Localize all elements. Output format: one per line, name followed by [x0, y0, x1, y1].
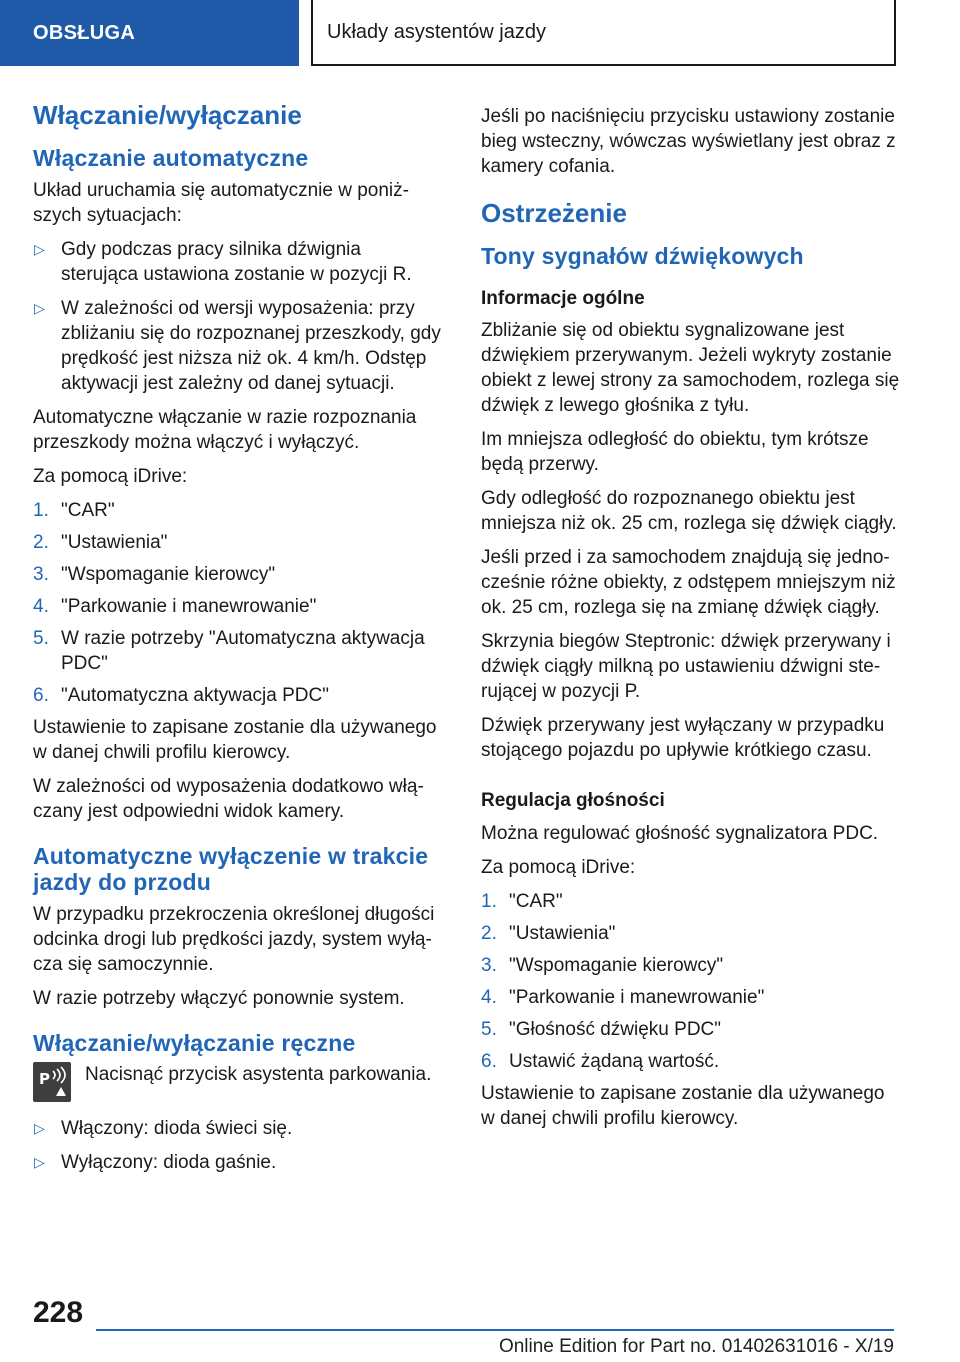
- footer-rule: [96, 1329, 894, 1331]
- led-state-list: [33, 1116, 443, 1175]
- left-column: [33, 100, 443, 1184]
- list-item: 6. Ustawić żądaną wartość.: [481, 1051, 720, 1073]
- list-item: 2. "Ustawienia": [33, 531, 168, 553]
- section-heading: Włączanie/wyłączanie: [33, 100, 302, 130]
- list-item: ▷ W zależności od wersji wyposażenia: przy zbliżaniu się do rozpoznanej przeszkody, gdy prędkość jest niższa niż ok. 4 km/h. Odstęp aktywacji jest zależny od danej sytuacji.: [34, 297, 441, 394]
- manual-heading: Włączanie/wyłączanie ręczne: [33, 1029, 356, 1056]
- idrive-steps: [33, 498, 443, 708]
- list-item: 3. "Wspomaganie kierowcy": [33, 563, 276, 585]
- volume-heading: Regulacja głośności: [481, 790, 665, 812]
- list-item: ▷ Wyłączony: dioda gaśnie.: [34, 1151, 277, 1173]
- paragraph: Za pomocą iDrive:: [481, 857, 636, 879]
- paragraph: Jeśli po naciśnięciu przycisku ustawiony zostanie bieg wsteczny, wówczas wyświetlany jest obraz z kamery cofania.: [481, 106, 896, 177]
- section-tab: OBSŁUGA: [0, 0, 299, 66]
- paragraph: Jeśli przed i za samochodem znajdują się jednocześnie różne obiekty, z odstępem mniejszym niż ok. 25 cm, rozlega się na zmianę dźwięk ciągły.: [481, 547, 896, 619]
- paragraph: Nacisnąć przycisk asystenta parkowania.: [85, 1063, 432, 1085]
- paragraph: W razie potrzeby włączyć ponownie system.: [33, 987, 405, 1009]
- list-item: ▷ Włączony: dioda świeci się.: [34, 1117, 293, 1139]
- paragraph: Im mniejsza odległość do obiektu, tym krótsze będą przerwy.: [481, 429, 869, 476]
- svg-text:P: P: [39, 1069, 50, 1088]
- paragraph: Skrzynia biegów Steptronic: dźwięk przerywany i dźwięk ciągły milkną po ustawieniu dźwigni sterującej w pozycji P.: [481, 631, 891, 703]
- park-assist-button-icon: [33, 1062, 71, 1102]
- triangle-right-outline-icon: ▷: [34, 1119, 45, 1136]
- idrive-steps: [481, 889, 901, 1074]
- paragraph: Automatyczne włączanie w razie rozpoznania przeszkody można włączyć i wyłączyć.: [33, 406, 417, 453]
- condition-list: [33, 237, 443, 396]
- tones-heading: Tony sygnałów dźwiękowych: [481, 243, 804, 270]
- right-column: [481, 104, 901, 1140]
- auto-off-heading: Automatyczne wyłączenie w trakcie jazdy do przodu: [33, 842, 429, 896]
- paragraph: W zależności od wyposażenia dodatkowo włączany jest odpowiedni widok kamery.: [33, 775, 424, 822]
- list-item: 4. "Parkowanie i manewrowanie": [481, 987, 765, 1009]
- list-item: ▷ Gdy podczas pracy silnika dźwignia sterująca ustawiona zostanie w pozycji R.: [34, 238, 412, 285]
- paragraph: Ustawienie to zapisane zostanie dla używanego w danej chwili profilu kierowcy.: [481, 1083, 885, 1130]
- list-item: 1. "CAR": [33, 499, 115, 521]
- paragraph: Dźwięk przerywany jest wyłączany w przypadku stojącego pojazdu po upływie krótkiego czasu.: [481, 715, 885, 762]
- list-item: 1. "CAR": [481, 891, 563, 913]
- edition-note: Online Edition for Part no. 01402631016 - X/19: [498, 1336, 894, 1357]
- triangle-right-outline-icon: ▷: [34, 240, 45, 257]
- general-heading: Informacje ogólne: [481, 287, 645, 309]
- list-item: 4. "Parkowanie i manewrowanie": [33, 595, 317, 617]
- paragraph: Zbliżanie się od obiektu sygnalizowane jest dźwiękiem przerywanym. Jeżeli wykryty zostanie obiekt z lewej strony za samochodem, rozlega się dźwięk z lewego głośnika z tyłu.: [481, 320, 900, 417]
- paragraph: Można regulować głośność sygnalizatora PDC.: [481, 823, 879, 845]
- page-number: 228: [33, 1296, 84, 1329]
- list-item: 3. "Wspomaganie kierowcy": [481, 955, 724, 977]
- paragraph: Gdy odległość do rozpoznanego obiektu jest mniejsza niż ok. 25 cm, rozlega się dźwięk ciągły.: [481, 488, 897, 535]
- paragraph: Ustawienie to zapisane zostanie dla używanego w danej chwili profilu kierowcy.: [33, 716, 437, 763]
- chapter-title: Układy asystentów jazdy: [311, 0, 896, 66]
- list-item: 6. "Automatyczna aktywacja PDC": [33, 684, 329, 706]
- list-item: 5. "Głośność dźwięku PDC": [481, 1019, 722, 1041]
- triangle-right-outline-icon: ▷: [34, 1153, 45, 1170]
- section-heading: Ostrzeżenie: [481, 198, 627, 228]
- paragraph: Za pomocą iDrive:: [33, 465, 188, 487]
- triangle-right-outline-icon: ▷: [34, 299, 45, 316]
- paragraph: W przypadku przekroczenia określonej długości odcinka drogi lub prędkości jazdy, system wyłącza się samoczynnie.: [33, 903, 435, 975]
- button-instruction: [33, 1062, 443, 1102]
- paragraph: Układ uruchamia się automatycznie w poniższych sytuacjach:: [33, 179, 409, 226]
- auto-on-heading: Włączanie automatyczne: [33, 145, 309, 172]
- list-item: 5. W razie potrzeby "Automatyczna aktywacja PDC": [33, 627, 425, 674]
- list-item: 2. "Ustawienia": [481, 923, 616, 945]
